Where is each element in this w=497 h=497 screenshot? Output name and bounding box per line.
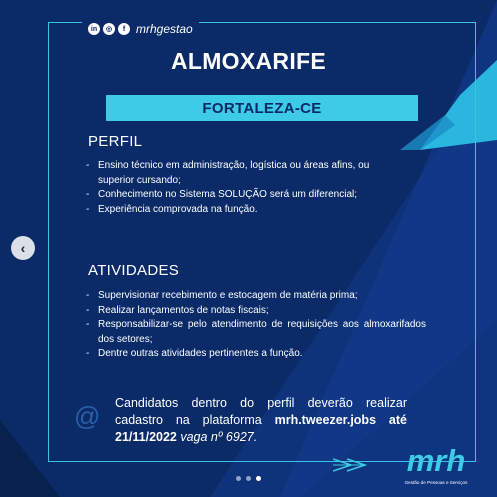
facebook-icon[interactable]: f xyxy=(118,23,130,35)
atividades-list xyxy=(86,289,426,362)
cta-line-2: cadastro na plataforma mrh.tweezer.jobs até xyxy=(115,413,407,427)
vacancy-number: vaga nº 6927. xyxy=(176,430,258,444)
city-label: FORTALEZA-CE xyxy=(202,99,322,117)
list-item: - Dentre outras atividades pertinentes a função. xyxy=(86,348,303,359)
list-item: - Ensino técnico em administração, logística ou áreas afins, ou superior cursando; xyxy=(86,160,370,186)
list-item: - Supervisionar recebimento e estocagem de matéria prima; xyxy=(86,290,358,301)
list-item: - Experiência comprovada na função. xyxy=(86,203,258,215)
perfil-list xyxy=(86,159,404,217)
list-item: - Realizar lançamentos de notas fiscais; xyxy=(86,304,269,316)
job-title: ALMOXARIFE xyxy=(170,48,327,74)
linkedin-icon[interactable]: in xyxy=(88,23,100,35)
carousel-dot-active[interactable] xyxy=(256,476,261,481)
double-arrow-icon xyxy=(333,457,377,473)
platform-link[interactable]: mrh.tweezer.jobs xyxy=(274,413,377,427)
city-banner xyxy=(106,95,418,121)
cta-line-1: Candidatos dentro do perfil deverão realizar xyxy=(115,396,407,410)
mrh-logo xyxy=(396,443,476,493)
carousel-dot[interactable] xyxy=(236,476,241,481)
logo-wordmark: mrh xyxy=(406,443,466,478)
application-instructions xyxy=(115,395,407,446)
at-sign-icon: @ xyxy=(74,401,101,431)
perfil-heading: PERFIL xyxy=(88,133,143,150)
atividades-heading: ATIVIDADES xyxy=(88,262,180,279)
logo-tagline: Gestão de Pessoas e Serviços xyxy=(404,480,468,485)
carousel-indicator xyxy=(236,476,261,481)
cta-line-3 xyxy=(115,429,407,446)
list-item: - Conhecimento no Sistema SOLUÇÃO será um diferencial; xyxy=(86,189,358,200)
deadline-date: 21/11/2022 xyxy=(115,430,177,444)
carousel-prev-button[interactable] xyxy=(11,236,35,260)
chevron-left-icon: ‹ xyxy=(20,240,26,256)
carousel-dot[interactable] xyxy=(246,476,251,481)
list-item: - Responsabilizar-se pelo atendimento de requisições aos almoxarifados dos setores; xyxy=(86,319,426,345)
brand-handle[interactable]: mrhgestao xyxy=(136,22,193,36)
instagram-icon[interactable]: ◎ xyxy=(103,23,115,35)
social-bar xyxy=(82,20,199,38)
